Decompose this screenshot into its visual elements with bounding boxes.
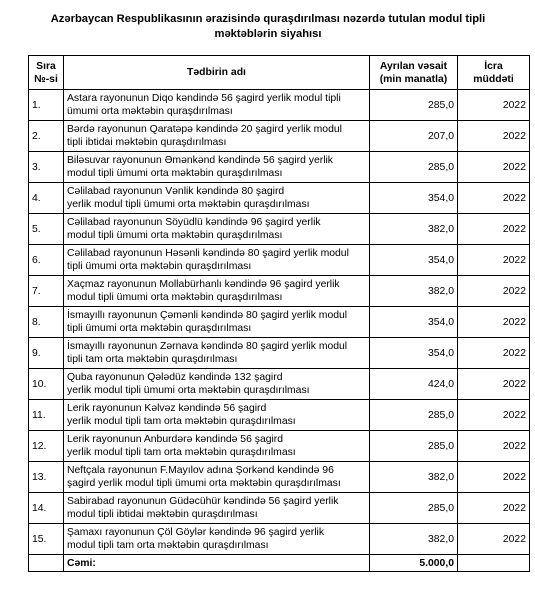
row-number: 6. <box>29 245 64 276</box>
row-year: 2022 <box>458 400 530 431</box>
row-name: Cəlilabad rayonunun Həsənli kəndində 80 şagird yerlik modul tipli ümumi orta məktəbin quraşdırılması <box>64 245 370 276</box>
row-amount: 354,0 <box>370 245 458 276</box>
table-row <box>29 183 530 214</box>
row-name: Bərdə rayonunun Qaratəpə kəndində 20 şagird yerlik modul tipli ibtidai məktəbin quraşdırılması <box>64 121 370 152</box>
schools-table <box>28 55 530 572</box>
row-amount: 285,0 <box>370 493 458 524</box>
row-year: 2022 <box>458 431 530 462</box>
row-year: 2022 <box>458 338 530 369</box>
header-num: Sıra №-si <box>29 56 64 90</box>
row-number: 13. <box>29 462 64 493</box>
row-name: Cəlilabad rayonunun Vənlik kəndində 80 şagird yerlik modul tipli ümumi orta məktəbin quraşdırılması <box>64 183 370 214</box>
row-name: Astara rayonunun Diqo kəndində 56 şagird yerlik modul tipli ümumi orta məktəbin quraşdırılması <box>64 90 370 121</box>
row-amount: 382,0 <box>370 276 458 307</box>
total-row <box>29 555 530 572</box>
table-row <box>29 431 530 462</box>
row-amount: 424,0 <box>370 369 458 400</box>
row-year: 2022 <box>458 152 530 183</box>
row-name: İsmayıllı rayonunun Çəmənli kəndində 80 şagird yerlik modul tipli ümumi orta məktəbin quraşdırılması <box>64 307 370 338</box>
row-number: 7. <box>29 276 64 307</box>
total-label: Cəmi: <box>64 555 370 572</box>
table-row <box>29 493 530 524</box>
row-amount: 382,0 <box>370 462 458 493</box>
row-year: 2022 <box>458 245 530 276</box>
row-amount: 285,0 <box>370 431 458 462</box>
table-row <box>29 524 530 555</box>
title-line-2: məktəblərin siyahısı <box>214 28 322 40</box>
row-year: 2022 <box>458 183 530 214</box>
row-amount: 285,0 <box>370 90 458 121</box>
row-name: Biləsuvar rayonunun Əmənkənd kəndində 56 şagird yerlik modul tipli ümumi orta məktəbin quraşdırılması <box>64 152 370 183</box>
table-row <box>29 121 530 152</box>
row-amount: 285,0 <box>370 400 458 431</box>
row-year: 2022 <box>458 462 530 493</box>
row-number: 1. <box>29 90 64 121</box>
row-number: 8. <box>29 307 64 338</box>
row-name: Lerik rayonunun Kəlvəz kəndində 56 şagird yerlik modul tipli tam orta məktəbin quraşdırılması <box>64 400 370 431</box>
row-year: 2022 <box>458 121 530 152</box>
row-year: 2022 <box>458 307 530 338</box>
row-number: 12. <box>29 431 64 462</box>
row-year: 2022 <box>458 493 530 524</box>
table-body <box>29 90 530 572</box>
row-number: 10. <box>29 369 64 400</box>
table-row <box>29 400 530 431</box>
row-name: Şamaxı rayonunun Çöl Göylər kəndində 96 şagird yerlik modul tipli tam orta məktəbin quraşdırılması <box>64 524 370 555</box>
row-year: 2022 <box>458 369 530 400</box>
header-name: Tədbirin adı <box>64 56 370 90</box>
title-line-1: Azərbaycan Respublikasının ərazisində quraşdırılması nəzərdə tutulan modul tipli <box>50 13 486 25</box>
table-row <box>29 369 530 400</box>
row-year: 2022 <box>458 276 530 307</box>
row-number: 11. <box>29 400 64 431</box>
table-row <box>29 307 530 338</box>
row-amount: 285,0 <box>370 152 458 183</box>
table-row <box>29 338 530 369</box>
row-amount: 382,0 <box>370 524 458 555</box>
total-empty-cell <box>458 555 530 572</box>
row-number: 15. <box>29 524 64 555</box>
total-amount: 5.000,0 <box>370 555 458 572</box>
row-name: Quba rayonunun Qələdüz kəndində 132 şagird yerlik modul tipli ümumi orta məktəbin quraşdırılması <box>64 369 370 400</box>
row-name: Sabirabad rayonunun Güdəcühür kəndində 56 şagird yerlik modul tipli ibtidai məktəbin quraşdırılması <box>64 493 370 524</box>
table-header-row <box>29 56 530 90</box>
row-name: Lerik rayonunun Anburdərə kəndində 56 şagird yerlik modul tipli tam orta məktəbin quraşdırılması <box>64 431 370 462</box>
table-row <box>29 245 530 276</box>
row-name: İsmayıllı rayonunun Zərnava kəndində 80 şagird yerlik modul tipli tam orta məktəbin quraşdırılması <box>64 338 370 369</box>
row-amount: 354,0 <box>370 307 458 338</box>
row-amount: 354,0 <box>370 338 458 369</box>
row-year: 2022 <box>458 524 530 555</box>
row-amount: 207,0 <box>370 121 458 152</box>
table-row <box>29 214 530 245</box>
table-row <box>29 152 530 183</box>
total-empty-cell <box>29 555 64 572</box>
row-year: 2022 <box>458 214 530 245</box>
row-amount: 354,0 <box>370 183 458 214</box>
row-number: 5. <box>29 214 64 245</box>
table-row <box>29 276 530 307</box>
row-number: 4. <box>29 183 64 214</box>
row-year: 2022 <box>458 90 530 121</box>
row-number: 2. <box>29 121 64 152</box>
header-amount: Ayrılan vəsait (min manatla) <box>370 56 458 90</box>
document-title <box>8 12 528 42</box>
row-number: 9. <box>29 338 64 369</box>
table-row <box>29 90 530 121</box>
row-name: Cəlilabad rayonunun Söyüdlü kəndində 96 şagird yerlik modul tipli ümumi orta məktəbin quraşdırılması <box>64 214 370 245</box>
header-term: İcra müddəti <box>458 56 530 90</box>
row-name: Xaçmaz rayonunun Mollabürhanlı kəndində 96 şagird yerlik modul tipli ümumi orta məktəbin quraşdırılması <box>64 276 370 307</box>
row-number: 14. <box>29 493 64 524</box>
row-amount: 382,0 <box>370 214 458 245</box>
row-name: Neftçala rayonunun F.Mayılov adına Şorkənd kəndində 96 şagird yerlik modul tipli ümumi orta məktəbin quraşdırılması <box>64 462 370 493</box>
table-row <box>29 462 530 493</box>
row-number: 3. <box>29 152 64 183</box>
